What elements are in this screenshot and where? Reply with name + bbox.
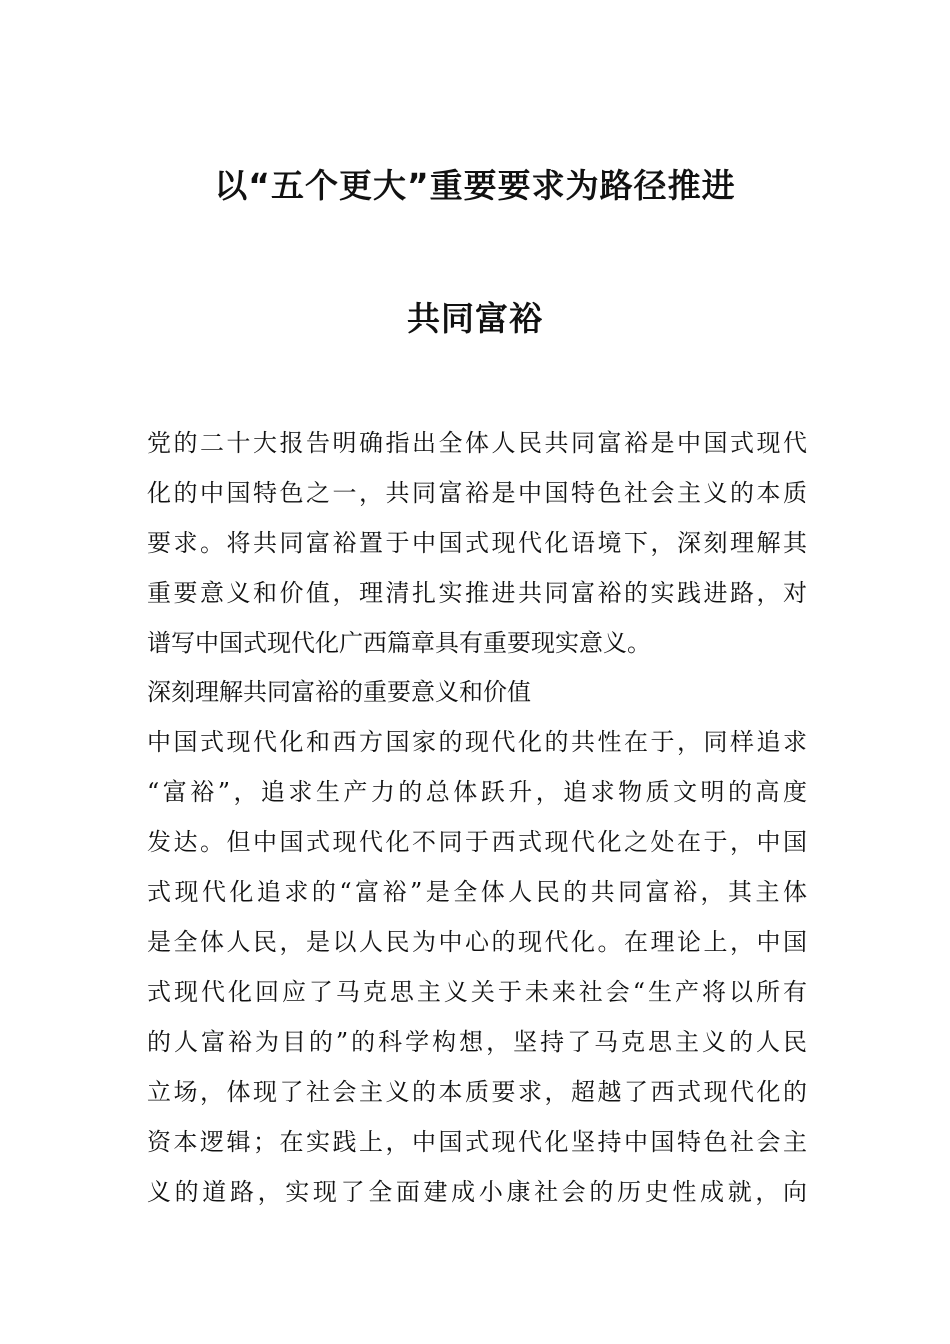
body-paragraph-line: 发达。但中国式现代化不同于西式现代化之处在于，中国 [147, 828, 807, 856]
body-paragraph-line: 式现代化回应了马克思主义关于未来社会“生产将以所有 [147, 978, 807, 1006]
body-paragraph-line: 的人富裕为目的”的科学构想，坚持了马克思主义的人民 [147, 1028, 807, 1056]
body-paragraph-line: 资本逻辑；在实践上，中国式现代化坚持中国特色社会主 [147, 1128, 807, 1156]
body-paragraph-line: 式现代化追求的“富裕”是全体人民的共同富裕，其主体 [147, 878, 807, 906]
body-paragraph-line: 立场，体现了社会主义的本质要求，超越了西式现代化的 [147, 1078, 807, 1106]
intro-paragraph-line: 谱写中国式现代化广西篇章具有重要现实意义。 [147, 629, 651, 657]
intro-paragraph-line: 化的中国特色之一，共同富裕是中国特色社会主义的本质 [147, 479, 807, 507]
intro-paragraph-line: 党的二十大报告明确指出全体人民共同富裕是中国式现代 [147, 429, 807, 457]
body-paragraph-line: “富裕”，追求生产力的总体跃升，追求物质文明的高度 [147, 778, 807, 806]
section-heading: 深刻理解共同富裕的重要意义和价值 [147, 678, 531, 706]
document-title-line-2: 共同富裕 [407, 299, 543, 338]
body-paragraph-line: 义的道路，实现了全面建成小康社会的历史性成就，向 [147, 1178, 807, 1206]
intro-paragraph-line: 要求。将共同富裕置于中国式现代化语境下，深刻理解其 [147, 529, 807, 557]
document-title-line-1: 以“五个更大”重要要求为路径推进 [214, 166, 736, 205]
body-paragraph-line: 是全体人民，是以人民为中心的现代化。在理论上，中国 [147, 928, 807, 956]
intro-paragraph-line: 重要意义和价值，理清扎实推进共同富裕的实践进路，对 [147, 579, 807, 607]
body-paragraph-line: 中国式现代化和西方国家的现代化的共性在于，同样追求 [147, 728, 807, 756]
